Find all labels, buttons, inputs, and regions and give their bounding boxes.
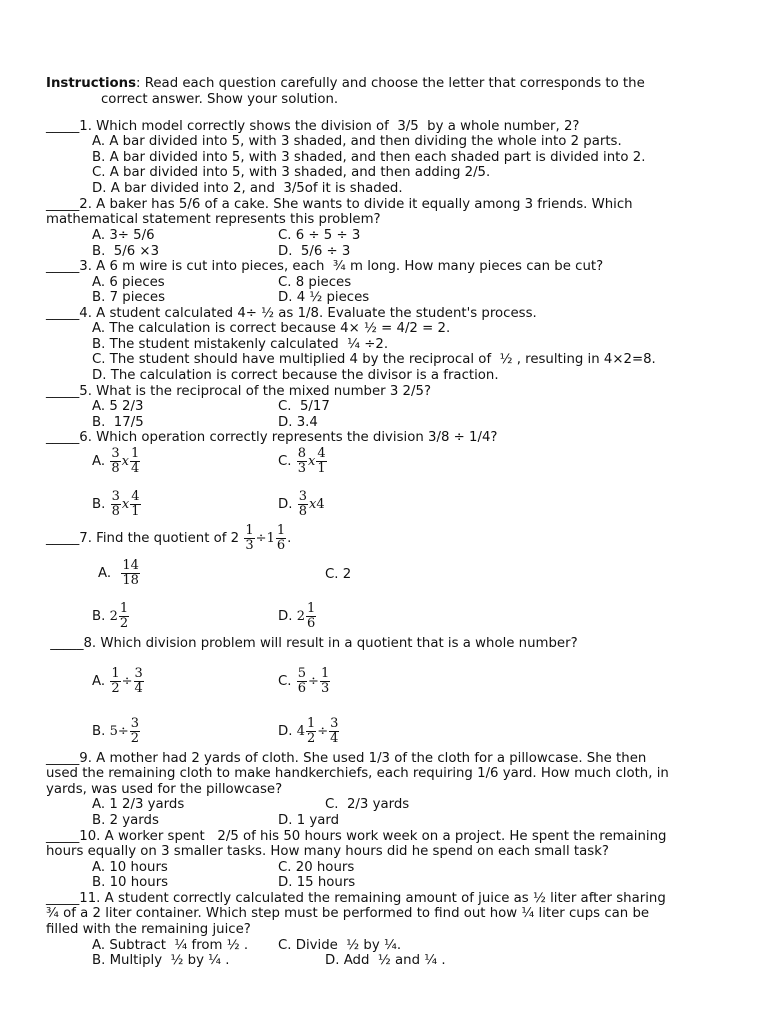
fraction [134,667,144,696]
question-6-choice-d [278,490,325,519]
question-5-choice-b: B. 17/5 [92,415,144,430]
question-4-choice-a: A. The calculation is correct because 4× ½ = 4/2 = 2. [92,321,451,336]
question-3-choice-d: D. 4 ½ pieces [278,290,370,305]
question-9-stem-1: _____9. A mother had 2 yards of cloth. She used 1/3 of the cloth for a pillowcase. She then [46,751,647,766]
denominator: 6 [276,538,286,553]
question-10-stem-1: _____10. A worker spent 2/5 of his 50 hours work week on a project. He spent the remaining [46,829,667,844]
question-2-choice-b: B. 5/6 ×3 [92,244,160,259]
choice-label: D. [278,497,293,512]
denominator: 2 [111,681,120,696]
denominator: 8 [111,461,120,476]
question-1-choice-b: B. A bar divided into 5, with 3 shaded, and then each shaded part is divided into 2. [92,150,646,165]
question-3-choice-a: A. 6 pieces [92,275,165,290]
operator: x [308,454,316,469]
choice-label: B. [92,497,106,512]
choice-label: A. [92,454,106,469]
numerator: 3 [111,489,120,504]
fraction [110,447,120,476]
fraction [329,717,339,746]
whole-number: 4 [316,497,325,512]
question-7-stem [46,524,291,553]
question-9-stem-3: yards, was used for the pillowcase? [46,782,283,797]
question-6-stem: _____6. Which operation correctly represents the division 3/8 ÷ 1/4? [46,430,498,445]
question-4-choice-b: B. The student mistakenly calculated ¼ ÷2. [92,337,389,352]
fraction [306,602,316,631]
question-7-choice-c: C. 2 [325,567,352,582]
question-7-choice-a [98,559,141,588]
denominator: 3 [245,538,254,553]
question-9-choice-d: D. 1 yard [278,813,340,828]
question-2-stem-2: mathematical statement represents this problem? [46,212,381,227]
denominator: 6 [297,681,307,696]
question-1-choice-c: C. A bar divided into 5, with 3 shaded, and then adding 2/5. [92,165,491,180]
question-10-choice-b: B. 10 hours [92,875,169,890]
choice-label: A. [98,566,112,581]
whole-number: 2 [296,609,305,624]
question-1-stem: _____1. Which model correctly shows the division of 3/5 by a whole number, 2? [46,119,580,134]
numerator: 1 [119,601,129,616]
whole-number: 1 [266,531,275,546]
denominator: 2 [306,731,316,746]
question-8-choice-d [278,717,340,746]
question-10-choice-d: D. 15 hours [278,875,356,890]
question-1-choice-a: A. A bar divided into 5, with 3 shaded, and then dividing the whole into 2 parts. [92,134,622,149]
instructions-line-1 [46,76,645,92]
numerator: 1 [130,446,140,461]
denominator: 1 [131,504,140,519]
choice-label: C. [278,454,292,469]
question-8-choice-c [278,667,331,696]
numerator: 1 [111,666,120,681]
denominator: 3 [320,681,330,696]
denominator: 4 [130,461,140,476]
fraction [297,447,307,476]
numerator: 14 [122,558,139,573]
question-11-stem-2: ¾ of a 2 liter container. Which step must be performed to find out how ¼ liter cups can be [46,906,650,921]
fraction [130,490,140,519]
question-5-choice-d: D. 3.4 [278,415,318,430]
numerator: 3 [111,446,120,461]
instructions-text: : Read each question carefully and choose the letter that corresponds to the [136,76,645,91]
question-11-stem-3: filled with the remaining juice? [46,922,251,937]
question-2-choice-d: D. 5/6 ÷ 3 [278,244,351,259]
fraction [244,524,254,553]
instructions-line-2: correct answer. Show your solution. [101,92,339,107]
denominator: 2 [130,731,140,746]
divide-sign: ÷ [308,674,319,689]
whole-number: 2 [109,609,118,624]
question-10-choice-a: A. 10 hours [92,860,168,875]
question-2-choice-c: C. 6 ÷ 5 ÷ 3 [278,228,361,243]
denominator: 18 [122,573,139,588]
question-4-stem: _____4. A student calculated 4÷ ½ as 1/8. Evaluate the student's process. [46,306,537,321]
question-11-choice-b: B. Multiply ½ by ¼ . [92,953,230,968]
fraction [121,559,140,588]
denominator: 4 [330,731,339,746]
fraction [111,490,121,519]
question-8-choice-a [92,667,145,696]
numerator: 3 [330,716,339,731]
operator: x [121,497,130,512]
question-6-choice-b [92,490,142,519]
question-11-choice-d: D. Add ½ and ¼ . [325,953,446,968]
operator: x [308,497,317,512]
question-4-choice-d: D. The calculation is correct because the divisor is a fraction. [92,368,499,383]
fraction [119,602,129,631]
fraction [276,524,286,553]
numerator: 3 [134,666,143,681]
numerator: 1 [276,523,286,538]
question-10-choice-c: C. 20 hours [278,860,355,875]
fraction [297,667,307,696]
numerator: 4 [317,446,326,461]
fraction [298,490,308,519]
question-2-choice-a: A. 3÷ 5/6 [92,228,155,243]
denominator: 6 [306,616,316,631]
numerator: 3 [298,489,307,504]
question-11-stem-1: _____11. A student correctly calculated the remaining amount of juice as ½ liter after sharing [46,891,666,906]
divide-sign: ÷ [121,674,133,689]
instructions-label: Instructions [46,76,137,91]
question-9-choice-a: A. 1 2/3 yards [92,797,185,812]
numerator: 1 [245,523,254,538]
period: . [287,531,292,546]
question-6-choice-a [92,447,141,476]
question-3-choice-b: B. 7 pieces [92,290,165,305]
question-5-stem: _____5. What is the reciprocal of the mixed number 3 2/5? [46,384,432,399]
choice-label: D. [278,724,293,739]
denominator: 2 [119,616,129,631]
choice-label: B. [92,609,106,624]
question-2-stem-1: _____2. A baker has 5/6 of a cake. She wants to divide it equally among 3 friends. Which [46,197,633,212]
fraction [316,447,326,476]
whole-number: 4 [296,724,305,739]
question-9-stem-2: used the remaining cloth to make handkerchiefs, each requiring 1/6 yard. How much cloth, in [46,766,669,781]
whole-number: 5÷ [109,724,129,739]
question-11-choice-a: A. Subtract ¼ from ½ . [92,938,249,953]
question-4-choice-c: C. The student should have multiplied 4 by the reciprocal of ½ , resulting in 4×2=8. [92,352,656,367]
numerator: 3 [130,716,140,731]
question-9-choice-b: B. 2 yards [92,813,159,828]
numerator: 1 [306,716,316,731]
question-8-stem: _____8. Which division problem will result in a quotient that is a whole number? [46,636,578,651]
question-3-stem: _____3. A 6 m wire is cut into pieces, each ¾ m long. How many pieces can be cut? [46,259,604,274]
question-8-choice-b [92,717,141,746]
numerator: 1 [306,601,316,616]
numerator: 8 [297,446,307,461]
question-1-choice-d: D. A bar divided into 2, and 3/5of it is shaded. [92,181,403,196]
numerator: 5 [297,666,307,681]
question-10-stem-2: hours equally on 3 smaller tasks. How many hours did he spend on each small task? [46,844,609,859]
numerator: 4 [131,489,140,504]
operator: x [121,454,129,469]
denominator: 8 [111,504,120,519]
question-11-choice-c: C. Divide ½ by ¼. [278,938,402,953]
question-9-choice-c: C. 2/3 yards [325,797,410,812]
choice-label: D. [278,609,293,624]
divide-sign: ÷ [255,531,267,546]
question-7-choice-d [278,602,317,631]
question-5-choice-c: C. 5/17 [278,399,330,414]
denominator: 1 [317,461,326,476]
question-6-choice-c [278,447,328,476]
denominator: 4 [134,681,143,696]
fraction [110,667,120,696]
fraction [306,717,316,746]
denominator: 3 [297,461,307,476]
choice-label: A. [92,674,106,689]
choice-label: C. [278,674,292,689]
numerator: 1 [320,666,330,681]
fraction [130,447,140,476]
question-7-choice-b [92,602,130,631]
fraction [320,667,330,696]
question-7-text: _____7. Find the quotient of 2 [46,531,240,546]
question-3-choice-c: C. 8 pieces [278,275,352,290]
choice-label: B. [92,724,106,739]
denominator: 8 [298,504,307,519]
fraction [130,717,140,746]
divide-sign: ÷ [317,724,329,739]
question-5-choice-a: A. 5 2/3 [92,399,144,414]
